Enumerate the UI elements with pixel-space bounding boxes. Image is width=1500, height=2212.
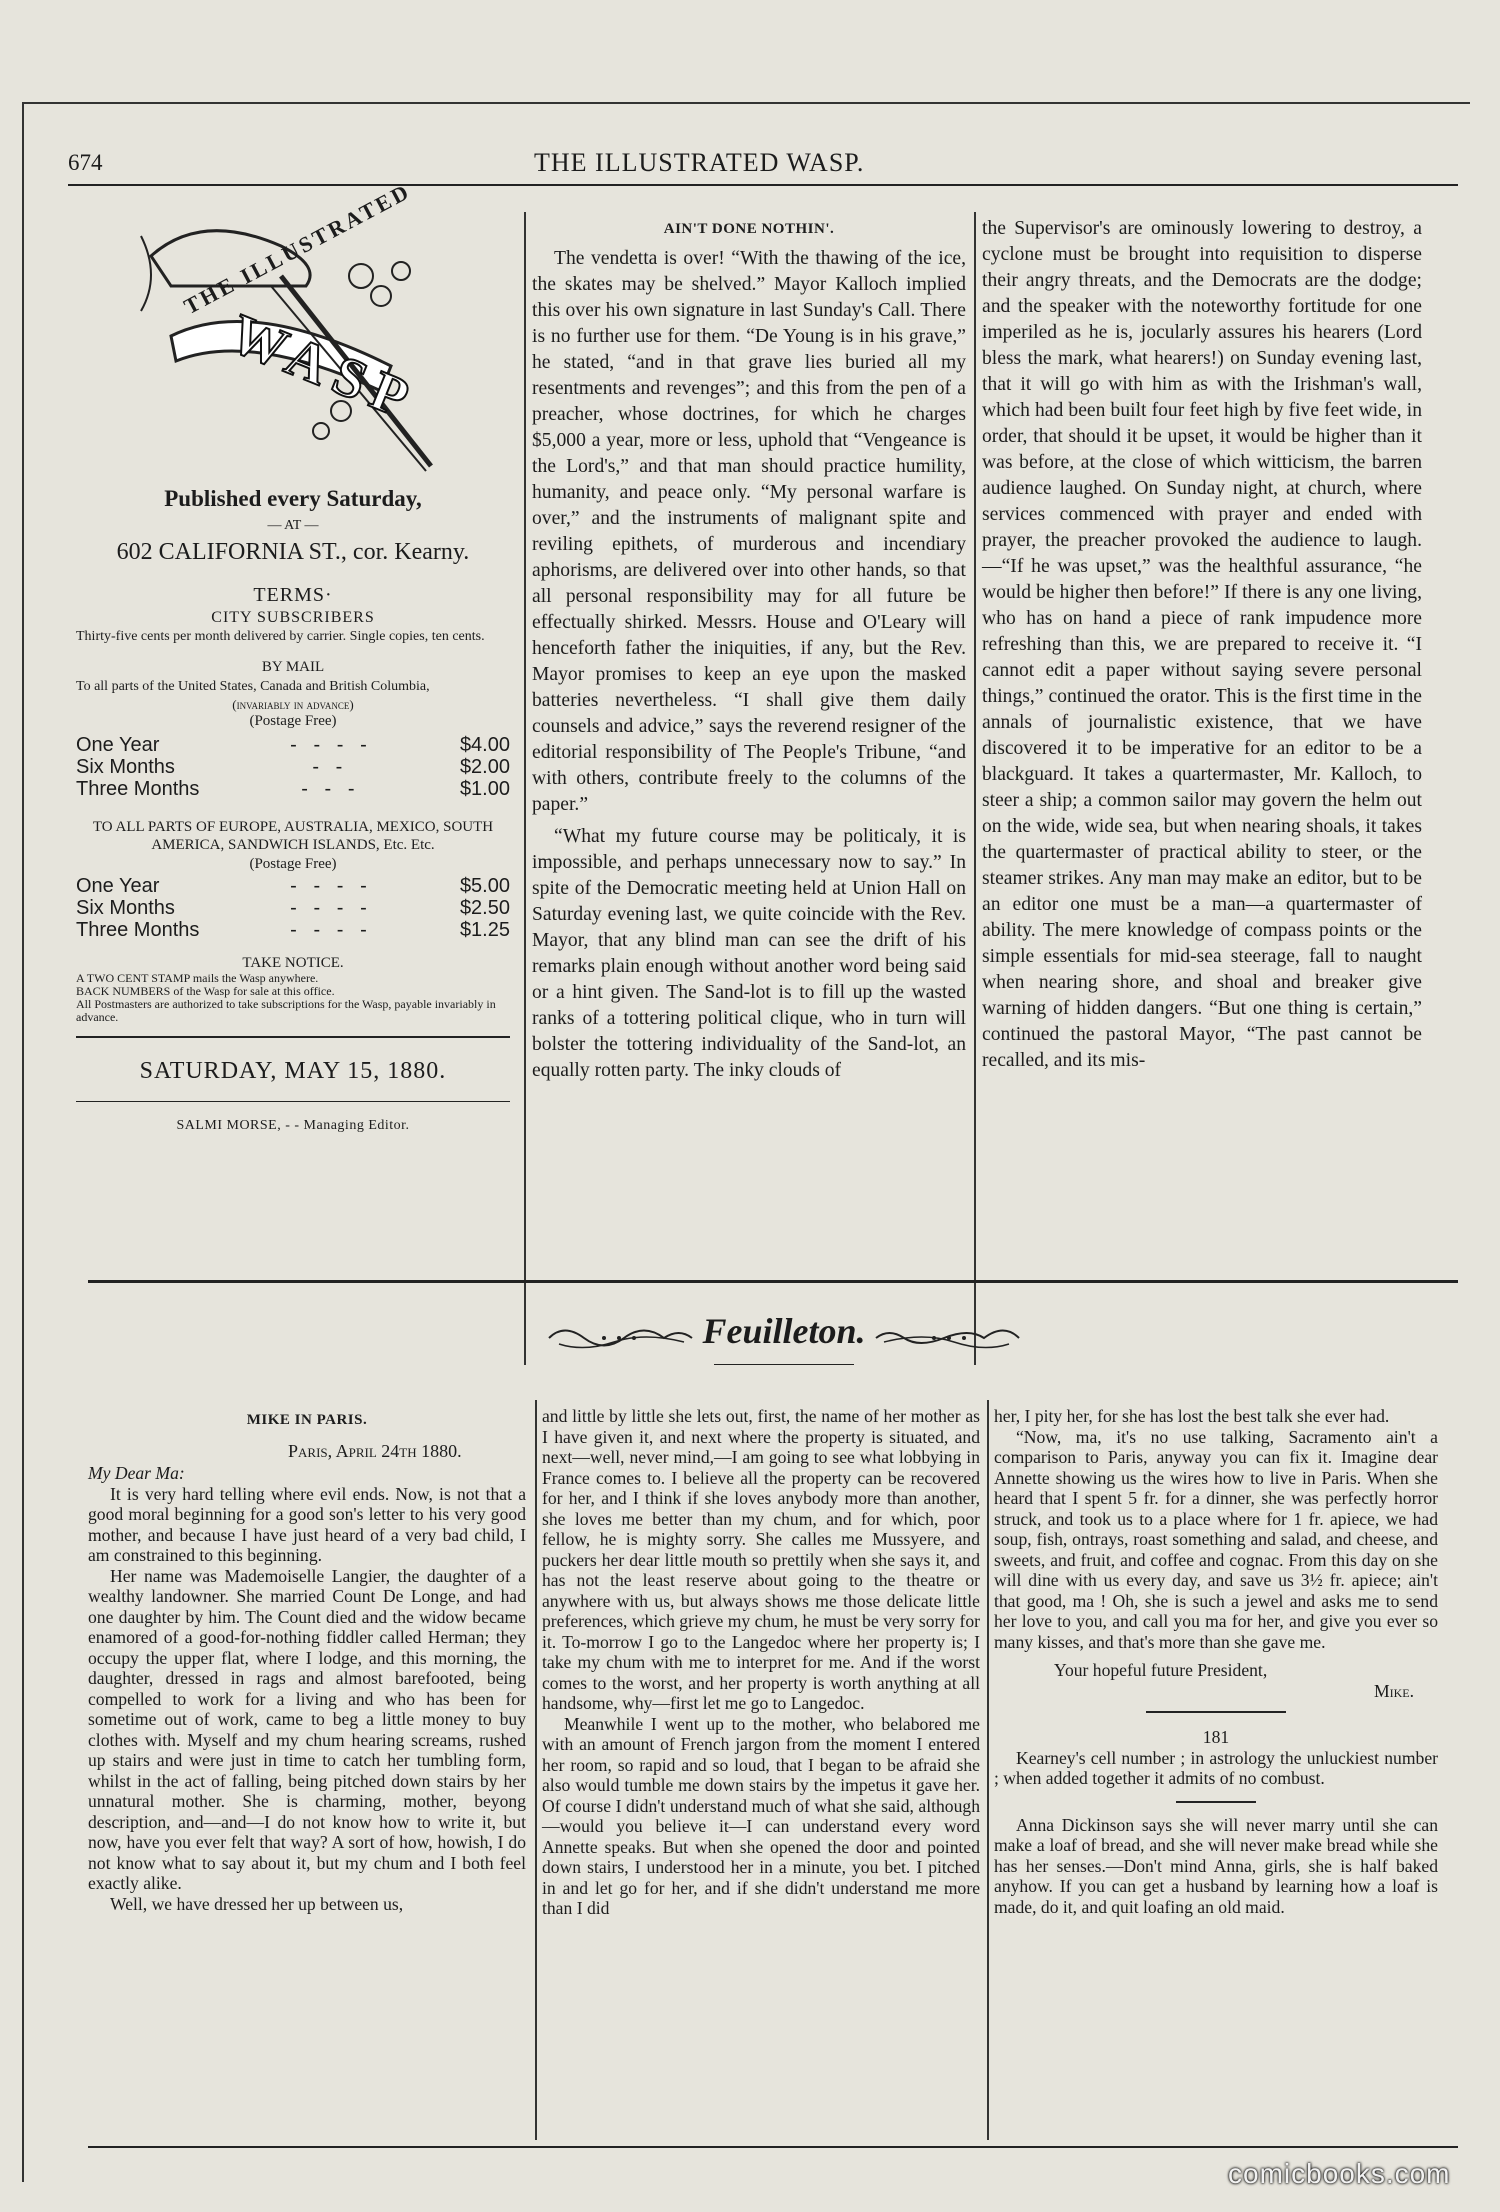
letter-paragraph: her, I pity her, for she has lost the best talk she ever had.	[994, 1406, 1390, 1426]
mail-text: To all parts of the United States, Canada and British Columbia,	[76, 679, 430, 694]
date-rule	[76, 1036, 510, 1038]
dickinson-item: Anna Dickinson says she will never marry until she can make a loaf of bread, and she will never make bread while she has her senses.—Don't mind Anna, girls, she is half baked anyhow. If you can get a husband by learning how a loaf is made, do it, and quit loafing an old maid.	[994, 1814, 1438, 1917]
logo-top-text: THE ILLUSTRATED	[179, 178, 415, 319]
editorial-paragraph: “What my future course may be politicaly, it is impossible, and perhaps unnecessary now to say.” In spite of the Democratic meeting held at Union Hall on Saturday evening last, we quite coincide with the Rev. Mayor, that any blind man can see the drift of his remarks plain enough without another word being said or a hint given. The Sand-lot is to fill up the wasted ranks of a tottering political clique, who in turn will bolster the tottering individuality of the Sand-lot, an equally rotten party. The inky clouds of	[532, 826, 966, 1081]
domestic-rates-table	[76, 734, 510, 800]
managing-editor: SALMI MORSE, - - Managing Editor.	[176, 1118, 410, 1133]
rate-row	[76, 919, 510, 941]
feuilleton-banner	[544, 1304, 1024, 1374]
logo-wasp-text: WASP	[221, 302, 427, 434]
rate-dashes: - - - -	[290, 897, 367, 919]
section-rule	[88, 1280, 1458, 1283]
rate-row	[76, 897, 510, 919]
column-rule	[535, 1400, 537, 2140]
foreign-heading: TO ALL PARTS OF EUROPE, AUSTRALIA, MEXICO, SOUTH AMERICA, SANDWICH ISLANDS, Etc. Etc.	[92, 819, 494, 853]
notice-heading: TAKE NOTICE.	[242, 955, 344, 971]
postage-note: (Postage Free)	[249, 713, 337, 729]
rate-dashes: - - - -	[290, 734, 367, 756]
rate-label: Six Months	[76, 897, 175, 919]
rate-row	[76, 756, 510, 778]
letter-column-2	[542, 1406, 980, 1919]
rate-dashes: - - - -	[290, 919, 367, 941]
rate-value: $2.50	[459, 897, 510, 919]
newspaper-page	[22, 102, 1470, 2182]
issue-date: SATURDAY, MAY 15, 1880.	[139, 1058, 447, 1084]
letter-signature: Mike.	[1373, 1680, 1414, 1701]
banner-underline	[714, 1364, 854, 1365]
notice-line: All Postmasters are authorized to take subscriptions for the Wasp, payable invariably in advance.	[76, 997, 496, 1024]
rate-dashes: - - -	[290, 778, 355, 800]
feuilleton-heading: Feuilleton.	[702, 1311, 866, 1351]
editorial-paragraph: the Supervisor's are ominously lowering to destroy, a cyclone must be brought into requisition to disperse their angry threats, and the Democrats are the dodge; and the speaker with the noteworthy fortitude for one imperiled as he is, jocularly assures his hearers (Lord bless the mark, what hearers!) on Sunday evening last, that it will go with him as with the Irishman's wall, which had been built four feet high by five feet wide, in order, that should it be upset, it would be higher than it was before, at the close of which witticism, the barren audience laughed. On Sunday night, at church, where services commenced with prayer and ended with prayer, the preacher provoked the audience to laugh.—“If he was upset,” was the healthful assurance, “he would be higher then before!” If there is any one living, who has on hand a piece of rank impudence more refreshing than this, we are prepared to receive it. “I cannot edit a paper without saying severe personal things,” continued the orator. This is the first time in the annals of journalistic existence, that we have discovered it to be imperative for an editor to be a blackguard. It takes a quartermaster, Mr. Kalloch, to steer a ship; a common sailor may govern the helm out on the wide, wide sea, but when nearing shoals, it takes the quartermaster of practical ability to steer, or the steamer strikes. Any man may make an editor, but to be an editor one must be a man—a quartermaster of ability. The mere knowledge of compass points or the simple essentials for mid-sea steerage, fall to naught when nearing shore, and shoal and breaker give warning of hidden dangers. “But one thing is certain,” continued the pastoral Mayor, “The past cannot be recalled, and its mis-	[982, 218, 1422, 1071]
rate-value: $1.25	[459, 919, 510, 941]
rate-label: Three Months	[76, 919, 200, 941]
flourish-right-icon	[874, 1318, 1024, 1358]
item-divider	[1176, 1801, 1256, 1803]
published-line: Published every Saturday,	[164, 486, 422, 511]
mail-heading: BY MAIL	[261, 659, 325, 675]
rate-label: One Year	[76, 875, 160, 897]
rate-value: $5.00	[459, 875, 510, 897]
notice-line: A TWO CENT STAMP mails the Wasp anywhere.	[76, 971, 319, 985]
letter-paragraph: and little by little she lets out, first, the name of her mother as I have given it, and next where the property is situated, and next—well, never mind,—I am going to see what lobbying in France comes to. I believe all the property can be recovered for her, and I think if she loves anybody more than another, she loves me better than my chum, and for which, poor fellow, he is mighty sorry. She calles me Mussyere, and puckers her dear little mouth so prettily when she says it, and has not the least reserve about going to the theatre or anywhere with us, but always shows me those delicate little preferences, which grieve my chum, he must be very sorry for it. To-morrow I go to the Langedoc where her property is; I take my chum with me to interpret for me. And if the worst comes to the worst, and her property is worth anything at all handsome, why—first let me go to Langedoc.	[542, 1406, 980, 1713]
rate-label: One Year	[76, 734, 160, 756]
rate-value: $4.00	[459, 734, 510, 756]
item-rule	[1146, 1711, 1286, 1713]
rate-row	[76, 778, 510, 800]
rate-dashes: - - - -	[290, 875, 367, 897]
rate-row	[76, 875, 510, 897]
address: 602 CALIFORNIA ST., cor. Kearny.	[116, 539, 470, 565]
rate-dashes: - -	[290, 756, 343, 778]
letter-paragraph: It is very hard telling where evil ends. Now, is not that a good moral beginning for a good son's letter to his very good mother, and because I have just heard of a very bad child, I am constrained to this beginning.	[88, 1483, 526, 1565]
rate-row	[76, 734, 510, 756]
editorial-title: AIN'T DONE NOTHIN'.	[663, 221, 835, 237]
terms-heading: TERMS·	[253, 584, 333, 606]
advance-note: (invariably in advance)	[232, 697, 354, 712]
foreign-rates-table	[76, 875, 510, 941]
item-number: 181	[1202, 1727, 1230, 1747]
watermark-text: comicbooks.com	[1228, 2158, 1451, 2189]
editorial-column-3	[982, 216, 1422, 1074]
letter-column-1	[88, 1406, 526, 1914]
page-title: THE ILLUSTRATED WASP.	[534, 148, 865, 177]
masthead-column	[76, 178, 510, 1134]
column-rule	[524, 212, 526, 1365]
header-rule	[68, 184, 1458, 186]
editorial-paragraph: The vendetta is over! “With the thawing of the ice, the skates may be shelved.” Mayor Kalloch implied this over his own signature in last Sunday's Call. There is no further use for them. “De Young is in his grave,” he stated, “and in that grave lies buried all my resentments and revenges”; and this from the pen of a preacher, whose doctrines, for which he charges $5,000 a year, more or less, uphold that “Vengeance is the Lord's,” and that man should practice humility, humanity, and peace only. “My personal warfare is over,” and the instruments of malignant spite and reviling epithets, of murderous and incendiary aphorisms, are delivered over into other hands, so that all personal responsibility may for all future be effectually shirked. Messrs. House and O'Leary will henceforth father the iniquities, if any, but the Rev. Mayor promises to keep an eye upon the masked batteries nevertheless. “I shall give them daily counsels and advice,” says the reverend resigner of the editorial responsibility of The People's Tribune, “and with others, contribute freely to the columns of the paper.”	[532, 248, 966, 815]
city-heading: CITY SUBSCRIBERS	[211, 609, 375, 626]
rate-value: $2.00	[459, 756, 510, 778]
page-number: 674	[68, 150, 103, 175]
flourish-left-icon	[544, 1318, 694, 1358]
at-line: — AT —	[267, 518, 319, 533]
column-rule	[987, 1400, 989, 2140]
letter-salutation: My Dear Ma:	[88, 1463, 185, 1483]
letter-dateline: Paris, April 24th 1880.	[288, 1440, 462, 1461]
letter-paragraph: Meanwhile I went up to the mother, who belabored me with an amount of French jargon from the moment I entered her room, so rapid and so loud, that I began to be afraid she also would tumble me down stairs by the impetus it gave her. Of course I didn't understand much of what she said, although—would you believe it—I can understand every word Annette speaks. But when she opened the door and pointed down stairs, I understood her in a minute, you bet. I pitched in and let go for her, and if she didn't understand me more than I did	[542, 1713, 980, 1918]
foreign-postage-note: (Postage Free)	[249, 856, 337, 872]
editor-rule	[76, 1101, 510, 1102]
letter-title: MIKE IN PARIS.	[246, 1412, 368, 1428]
notice-line: BACK NUMBERS of the Wasp for sale at this office.	[76, 984, 335, 998]
editorial-column-2	[532, 216, 966, 1084]
wasp-logo	[76, 178, 510, 486]
rate-label: Six Months	[76, 756, 175, 778]
city-text: Thirty-five cents per month delivered by carrier. Single copies, ten cents.	[76, 629, 485, 644]
letter-closing: Your hopeful future President,	[1054, 1660, 1268, 1680]
letter-paragraph: Her name was Mademoiselle Langier, the daughter of a wealthy landowner. She married Count De Longe, and had one daughter by him. The Count died and the widow became enamored of a good-for-nothing fiddler called Herman; they occupy the upper flat, where I lodge, and this morning, the daughter, dressed in rags and almost barefooted, being compelled to work for a living and who has been for sometime out of work, came to beg a little money to buy clothes with. Myself and my chum hearing screams, rushed up stairs and were just in time to catch her tumbling form, whilst in the act of falling, being pitched down stairs by her unnatural mother. She is charming, mother, beyong description, and—and—I do not know how to write it, but now, have you ever felt that way? A sort of how, howish, I do not know what to say about it, but my chum and I both feel exactly alike.	[88, 1565, 526, 1893]
letter-paragraph: Well, we have dressed her up between us,	[110, 1893, 404, 1914]
letter-paragraph: “Now, ma, it's no use talking, Sacramento ain't a comparison to Paris, anyway you can fix it. Imagine dear Annette showing us the wires how to live in Paris. When she heard that I spent 5 fr. for a dinner, she was perfectly horror struck, and took us to a place where for 1 fr. apiece, we had soup, fish, ontrays, roast something and salad, and cheese, and sweets, and fruit, and coffee and cognac. From this day on she will dine with us every day, and save us 3½ fr. apiece; ain't that good, ma ! Oh, she is such a jewel and asks me to send her love to you, and call you ma for her, and give you ever so many kisses, and that's more than she gave me.	[994, 1426, 1438, 1652]
rate-value: $1.00	[459, 778, 510, 800]
letter-column-3	[994, 1406, 1438, 1917]
footer-rule	[88, 2146, 1458, 2148]
rate-label: Three Months	[76, 778, 200, 800]
kearney-item: Kearney's cell number ; in astrology the unluckiest number ; when added together it admits of no combust.	[994, 1747, 1438, 1788]
column-rule	[974, 212, 976, 1365]
